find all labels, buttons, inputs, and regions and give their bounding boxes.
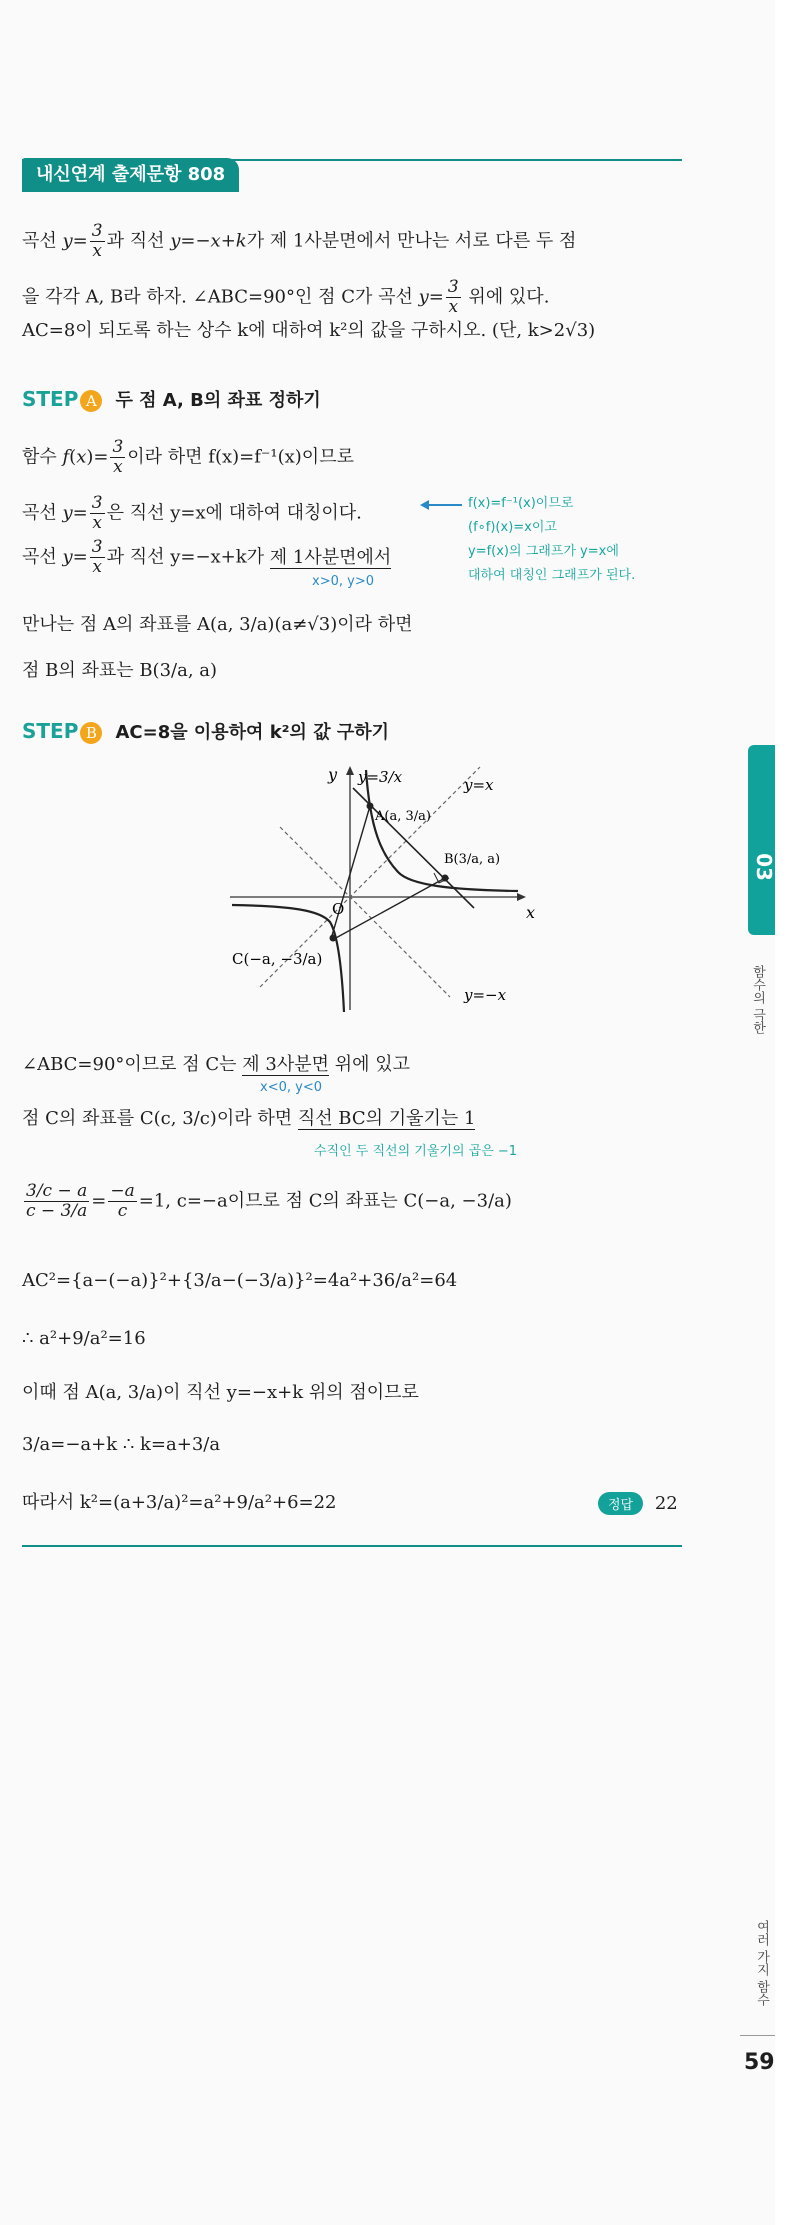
- footer-section: 여러 가지 함수: [754, 1920, 769, 2007]
- sol-line-2: 곡선 y= $\frac{3}{x}$ 은 직선 y=x에 대하여 대칭이다.: [22, 493, 362, 533]
- problem-line-3: AC=8이 되도록 하는 상수 k에 대하여 k²의 값을 구하시오. (단, k>2√3): [22, 320, 596, 341]
- note-4: 대하여 대칭인 그래프가 된다.: [468, 568, 636, 583]
- sol-line-9: AC²={a−(−a)}²+{3/a−(−3/a)}²=4a²+36/a²=64: [22, 1270, 458, 1291]
- sol-line-5: 점 B의 좌표는 B(3/a, a): [22, 660, 218, 681]
- chapter-number: 03: [751, 853, 776, 881]
- sol-line-10: ∴ a²+9/a²=16: [22, 1328, 146, 1349]
- chapter-title: 함수의 극한: [750, 965, 765, 1035]
- sol-line-8: $\frac{3/c - a}{c - 3/a}$ = $\frac{-a}{c}$ =1, c=−a이므로 점 C의 좌표는 C(−a, −3/a): [26, 1181, 512, 1221]
- problem-line-1: 곡선 y= $\frac{3}{x}$ 과 직선 y=−x+k가 제 1사분면에서 만나는 서로 다른 두 점: [22, 221, 577, 261]
- line-ymx-label: y=−x: [464, 986, 507, 1004]
- point-a: [367, 803, 374, 810]
- x-axis-label: x: [526, 903, 536, 922]
- quadrant-1-note: x>0, y>0: [312, 574, 374, 589]
- answer: [598, 1492, 678, 1515]
- y-axis-label: y: [328, 765, 338, 784]
- line-y-eq-neg-x: [280, 827, 450, 997]
- x-axis-arrow: [517, 893, 526, 901]
- chapter-tab: [748, 745, 775, 935]
- answer-value: 22: [654, 1492, 678, 1514]
- point-a-label: A(a, 3/a): [375, 809, 431, 824]
- point-c: [330, 935, 337, 942]
- sol-line-12: 3/a=−a+k ∴ k=a+3/a: [22, 1434, 221, 1455]
- sol-line-4: 만나는 점 A의 좌표를 A(a, 3/a)(a≠√3)이라 하면: [22, 614, 413, 635]
- problem-line-2: 을 각각 A, B라 하자. ∠ABC=90°인 점 C가 곡선 y= $\frac{3}{x}$ 위에 있다.: [22, 277, 550, 317]
- sol-line-1: 함수 f(x)= $\frac{3}{x}$ 이라 하면 f(x)=f⁻¹(x)이므로: [22, 437, 354, 477]
- step-b-heading: STEP B AC=8을 이용하여 k²의 값 구하기: [22, 719, 390, 743]
- perpendicular-note: 수직인 두 직선의 기울기의 곱은 −1: [314, 1144, 518, 1159]
- problem-header: 내신연계 출제문항 808: [22, 158, 239, 192]
- point-b-label: B(3/a, a): [444, 852, 501, 867]
- graph: [220, 760, 540, 1020]
- bottom-rule: [22, 1545, 682, 1547]
- page-number: 59: [744, 2050, 775, 2075]
- note-arrow: [420, 496, 464, 515]
- sol-line-11: 이때 점 A(a, 3/a)이 직선 y=−x+k 위의 점이므로: [22, 1382, 419, 1403]
- curve-label: y=3/x: [358, 768, 403, 786]
- note-1: f(x)=f⁻¹(x)이므로: [468, 496, 574, 511]
- sol-line-3: 곡선 y= $\frac{3}{x}$ 과 직선 y=−x+k가 제 1사분면에서: [22, 537, 392, 577]
- hyperbola-q1: [366, 770, 518, 891]
- note-2: (f∘f)(x)=x이고: [468, 520, 557, 535]
- step-a-heading: STEP A 두 점 A, B의 좌표 정하기: [22, 387, 321, 411]
- y-axis-arrow: [346, 766, 354, 775]
- sol-line-13: 따라서 k²=(a+3/a)²=a²+9/a²+6=22: [22, 1492, 337, 1513]
- line-yx-label: y=x: [464, 776, 494, 794]
- point-c-label: C(−a, −3/a): [232, 950, 323, 968]
- sol-line-6: ∠ABC=90°이므로 점 C는 제 3사분면 위에 있고: [22, 1054, 411, 1075]
- sol-line-7: 점 C의 좌표를 C(c, 3/c)이라 하면 직선 BC의 기울기는 1: [22, 1108, 476, 1129]
- note-3: y=f(x)의 그래프가 y=x에: [468, 544, 619, 559]
- quadrant-3-note: x<0, y<0: [260, 1080, 322, 1095]
- origin-label: O: [332, 900, 345, 918]
- footer-rule: [740, 2035, 775, 2036]
- answer-badge: 정답: [598, 1492, 643, 1515]
